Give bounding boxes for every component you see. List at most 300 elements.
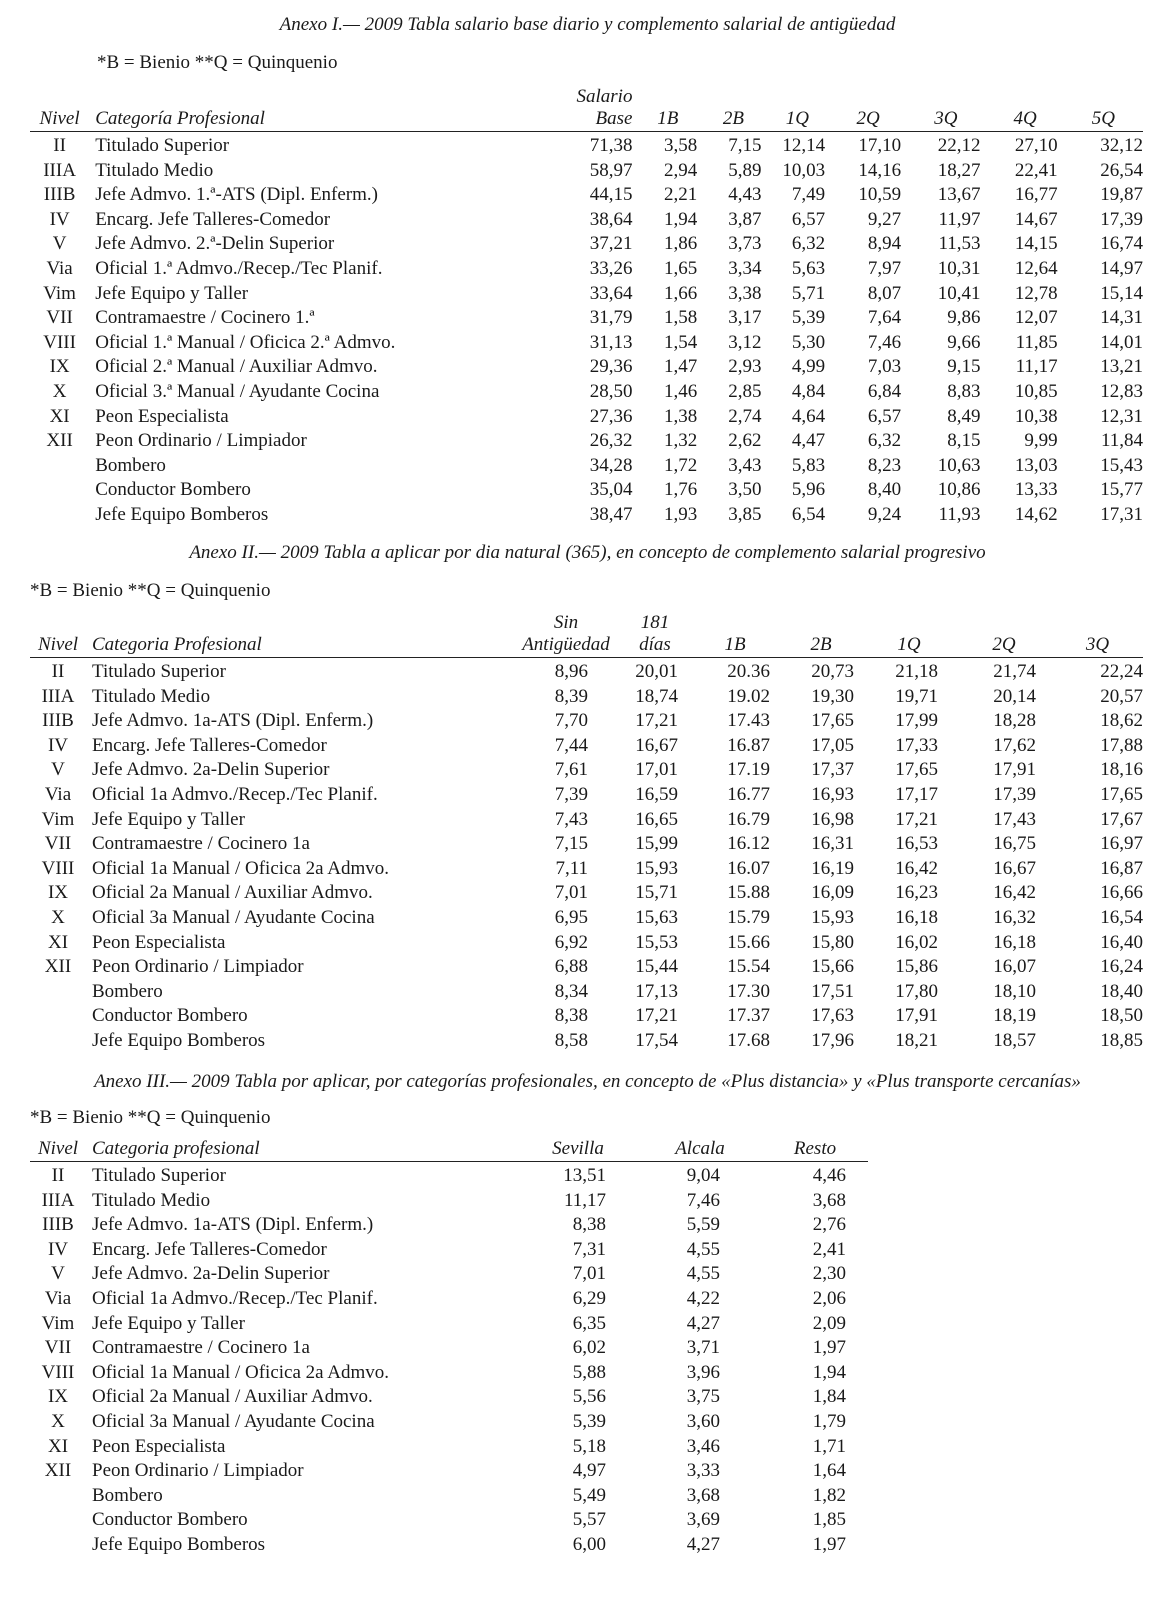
annex1-table [30,86,1143,528]
value-cell: 16,24 [1100,956,1143,978]
value-cell: 1,82 [812,1484,846,1506]
value-cell: 7,61 [554,759,588,781]
value-cell: 44,15 [589,184,633,206]
nivel-cell: XII [44,1460,72,1482]
value-cell: 16,02 [895,931,938,953]
annex3-header-resto: Resto [762,1138,868,1162]
value-cell: 4,55 [686,1238,720,1260]
value-cell: 17,91 [895,1005,938,1027]
value-cell: 3,69 [686,1509,720,1531]
nivel-cell: IIIB [42,1214,74,1236]
value-cell: 10,03 [782,159,826,181]
nivel-cell: IIIA [41,685,75,707]
nivel-cell [30,1508,86,1533]
category-cell: Titulado Medio [92,685,211,707]
value-cell: 17,54 [635,1029,678,1051]
table-row [30,159,1143,184]
value-cell: 18,50 [1100,1005,1143,1027]
value-cell: 7,43 [554,808,588,830]
value-cell: 15,80 [811,931,854,953]
value-cell: 6,88 [554,956,588,978]
annex2-legend: *B = Bienio **Q = Quinquenio [30,580,271,601]
value-cell: 6,35 [572,1312,606,1334]
category-cell: Contramaestre / Cocinero 1.ª [95,307,315,329]
table-row [30,685,1143,710]
nivel-cell: Via [44,1287,72,1309]
value-cell: 18,16 [1100,759,1143,781]
value-cell: 16.12 [727,833,770,855]
value-cell: 3,68 [686,1484,720,1506]
nivel-cell: IIIA [41,1189,75,1211]
category-cell: Peon Especialista [92,1435,226,1457]
value-cell: 26,32 [589,430,633,452]
value-cell: 7,97 [867,257,902,279]
category-cell: Oficial 2.ª Manual / Auxiliar Admvo. [95,356,378,378]
value-cell: 3,46 [686,1435,720,1457]
value-cell: 18,27 [937,159,981,181]
value-cell: 31,13 [589,331,633,353]
value-cell: 7,49 [791,184,826,206]
value-cell: 4,27 [686,1533,720,1555]
value-cell: 2,09 [812,1312,846,1334]
value-cell: 5,88 [572,1361,606,1383]
value-cell: 3,58 [664,135,698,156]
value-cell: 15,53 [635,931,678,953]
category-cell: Peon Especialista [92,931,226,953]
annex3-legend: *B = Bienio **Q = Quinquenio [30,1107,271,1128]
value-cell: 6,02 [572,1337,606,1359]
value-cell: 17,39 [993,783,1036,805]
category-cell: Titulado Medio [92,1189,211,1211]
value-cell: 6,57 [791,208,826,230]
category-cell: Jefe Admvo. 1a-ATS (Dipl. Enferm.) [92,1214,374,1236]
value-cell: 17,37 [811,759,854,781]
value-cell: 5,59 [686,1214,720,1236]
value-cell: 16,18 [993,931,1036,953]
category-cell: Oficial 2a Manual / Auxiliar Admvo. [92,1386,373,1408]
value-cell: 3,12 [728,331,762,353]
table-row [30,405,1143,430]
value-cell: 5,89 [728,159,762,181]
table-row [30,208,1143,233]
value-cell: 17,01 [635,759,678,781]
category-cell: Oficial 2a Manual / Auxiliar Admvo. [92,882,373,904]
value-cell: 15,14 [1100,282,1143,304]
annex2-table [30,612,1143,1054]
value-cell: 13,51 [563,1165,606,1186]
value-cell: 17,05 [811,734,854,756]
value-cell: 28,50 [589,380,633,402]
value-cell: 3,73 [728,233,762,255]
nivel-cell: IV [47,1238,69,1260]
table-row [30,1213,868,1238]
table-row [30,758,1143,783]
value-cell: 7,01 [554,882,588,904]
table-row [30,1004,1143,1029]
value-cell: 8,58 [554,1029,588,1051]
value-cell: 16,32 [993,906,1036,928]
value-cell: 16,65 [635,808,678,830]
value-cell: 2,76 [812,1214,846,1236]
annex1-header-3q: 3Q [905,108,986,132]
value-cell: 15,99 [635,833,678,855]
value-cell: 14,62 [1014,503,1058,525]
annex2-header-181-top: 181 [640,612,670,633]
value-cell: 8,39 [554,685,588,707]
value-cell: 6,95 [554,906,588,928]
value-cell: 1,86 [664,233,698,255]
table-row [30,306,1143,331]
value-cell: 16,97 [1100,833,1143,855]
nivel-cell: IIIB [43,184,76,206]
value-cell: 3,60 [686,1410,720,1432]
category-cell: Bombero [92,980,163,1002]
annex1-title: Anexo I.— 2009 Tabla salario base diario y complemento salarial de antigüedad [279,14,896,35]
nivel-cell: Vim [41,1312,75,1334]
value-cell: 33,64 [589,282,633,304]
nivel-cell [30,1004,86,1029]
annex1-header-4q: 4Q [987,108,1064,132]
value-cell: 10,85 [1014,380,1058,402]
value-cell: 17,21 [635,710,678,732]
value-cell: 1,72 [664,454,698,476]
value-cell: 16,74 [1100,233,1143,255]
value-cell: 12,14 [782,135,826,156]
category-cell: Bombero [95,454,166,476]
value-cell: 16,75 [993,833,1036,855]
value-cell: 19,87 [1100,184,1143,206]
table-row [30,734,1143,759]
value-cell: 10,86 [937,479,981,501]
value-cell: 58,97 [589,159,633,181]
value-cell: 3,75 [686,1386,720,1408]
value-cell: 14,97 [1100,257,1143,279]
table-row [30,857,1143,882]
value-cell: 11,17 [563,1189,606,1211]
value-cell: 3,96 [686,1361,720,1383]
value-cell: 7,70 [554,710,588,732]
value-cell: 8,49 [947,405,981,427]
value-cell: 7,03 [867,356,902,378]
annex3-table [30,1138,868,1558]
category-cell: Bombero [92,1484,163,1506]
value-cell: 29,36 [589,356,633,378]
table-row [30,1385,868,1410]
category-cell: Jefe Equipo Bomberos [92,1029,266,1051]
annex1-body [30,132,1143,528]
table-row [30,955,1143,980]
table-row [30,906,1143,931]
value-cell: 4,55 [686,1263,720,1285]
value-cell: 21,74 [993,661,1036,682]
value-cell: 6,54 [791,503,826,525]
category-cell: Encarg. Jefe Talleres-Comedor [92,1238,327,1260]
value-cell: 5,49 [572,1484,606,1506]
value-cell: 15,93 [811,906,854,928]
value-cell: 3,85 [728,503,762,525]
value-cell: 17,65 [895,759,938,781]
value-cell: 20,14 [993,685,1036,707]
table-row [30,709,1143,734]
category-cell: Oficial 1a Manual / Oficica 2a Admvo. [92,1361,390,1383]
value-cell: 4,84 [791,380,826,402]
category-cell: Oficial 3a Manual / Ayudante Cocina [92,906,375,928]
value-cell: 16,77 [1014,184,1058,206]
value-cell: 18,21 [895,1029,938,1051]
value-cell: 4,27 [686,1312,720,1334]
category-cell: Peon Especialista [95,405,229,427]
value-cell: 3,34 [728,257,762,279]
value-cell: 9,24 [867,503,902,525]
value-cell: 9,15 [947,356,981,378]
table-row [30,1189,868,1214]
nivel-cell [30,454,89,479]
category-cell: Encarg. Jefe Talleres-Comedor [95,208,331,230]
value-cell: 8,07 [867,282,902,304]
table-row [30,1029,1143,1054]
table-row [30,355,1143,380]
value-cell: 3,43 [728,454,762,476]
value-cell: 9,04 [686,1165,720,1186]
value-cell: 6,92 [554,931,588,953]
value-cell: 37,21 [589,233,633,255]
table-row [30,478,1143,503]
table-row [30,183,1143,208]
table-row [30,232,1143,257]
nivel-cell: X [51,906,65,928]
value-cell: 1,97 [812,1533,846,1555]
value-cell: 16,18 [895,906,938,928]
value-cell: 15,63 [635,906,678,928]
value-cell: 16,93 [811,783,854,805]
value-cell: 2,85 [728,380,762,402]
value-cell: 16,66 [1100,882,1143,904]
value-cell: 17,31 [1100,503,1143,525]
value-cell: 33,26 [589,257,633,279]
category-cell: Jefe Admvo. 1a-ATS (Dipl. Enferm.) [92,710,374,732]
value-cell: 27,36 [589,405,633,427]
nivel-cell: VIII [41,1361,75,1383]
category-cell: Titulado Medio [95,159,214,181]
table-row [30,1162,868,1189]
nivel-cell: VII [44,1337,72,1359]
value-cell: 8,38 [572,1214,606,1236]
nivel-cell: VIII [41,857,75,879]
value-cell: 11,84 [1100,430,1143,452]
annex2-header-nivel: Nivel [30,634,86,658]
value-cell: 3,87 [728,208,762,230]
value-cell: 18,85 [1100,1029,1143,1051]
value-cell: 18,74 [635,685,678,707]
value-cell: 1,32 [664,430,698,452]
value-cell: 4,43 [728,184,762,206]
value-cell: 11,93 [938,503,981,525]
nivel-cell: XI [47,931,69,953]
value-cell: 17.43 [727,710,770,732]
value-cell: 2,74 [728,405,762,427]
value-cell: 4,22 [686,1287,720,1309]
nivel-cell [30,478,89,503]
table-row [30,503,1143,528]
value-cell: 2,06 [812,1287,846,1309]
annex2-header-1q: 1Q [862,634,956,658]
annex1-header-2b: 2B [703,108,763,132]
category-cell: Jefe Admvo. 2.ª-Delin Superior [95,233,335,255]
value-cell: 16,54 [1100,906,1143,928]
category-cell: Jefe Equipo y Taller [92,808,245,830]
value-cell: 15.66 [727,931,770,953]
value-cell: 19,71 [895,685,938,707]
value-cell: 13,67 [937,184,981,206]
nivel-cell: V [52,233,67,255]
nivel-cell [30,1029,86,1054]
value-cell: 17.19 [727,759,770,781]
table-row [30,380,1143,405]
value-cell: 5,56 [572,1386,606,1408]
value-cell: 18,19 [993,1005,1036,1027]
value-cell: 15.79 [727,906,770,928]
value-cell: 13,33 [1014,479,1058,501]
value-cell: 18,57 [993,1029,1036,1051]
value-cell: 1,66 [664,282,698,304]
nivel-cell: X [51,1410,65,1432]
value-cell: 16,19 [811,857,854,879]
value-cell: 17,62 [993,734,1036,756]
value-cell: 6,29 [572,1287,606,1309]
annex2-header-3q: 3Q [1052,634,1143,658]
value-cell: 4,99 [791,356,826,378]
value-cell: 7,46 [686,1189,720,1211]
annex2-header-2q: 2Q [956,634,1052,658]
category-cell: Jefe Admvo. 2a-Delin Superior [92,1263,330,1285]
category-cell: Titulado Superior [92,661,226,682]
annex2-header-categoria: Categoria Profesional [86,634,512,658]
value-cell: 13,21 [1100,356,1143,378]
nivel-cell: IX [47,1386,69,1408]
nivel-cell [30,1484,86,1509]
category-cell: Contramaestre / Cocinero 1a [92,833,310,855]
value-cell: 17,51 [811,980,854,1002]
value-cell: 17,65 [811,710,854,732]
annex1-header-categoria: Categoría Profesional [89,108,560,132]
annex1-header-5q: 5Q [1064,108,1143,132]
category-cell: Encarg. Jefe Talleres-Comedor [92,734,327,756]
nivel-cell [30,1533,86,1558]
value-cell: 9,99 [1024,430,1058,452]
table-row [30,1361,868,1386]
value-cell: 12,64 [1014,257,1058,279]
category-cell: Oficial 1.ª Manual / Oficica 2.ª Admvo. [95,331,396,353]
value-cell: 17.68 [727,1029,770,1051]
value-cell: 5,71 [791,282,826,304]
value-cell: 5,57 [572,1509,606,1531]
value-cell: 12,31 [1100,405,1143,427]
nivel-cell: V [51,759,65,781]
value-cell: 3,50 [728,479,762,501]
nivel-cell: IV [47,734,69,756]
table-row [30,1238,868,1263]
value-cell: 17,39 [1100,208,1143,230]
value-cell: 2,93 [728,356,762,378]
table-row [30,1435,868,1460]
value-cell: 17,88 [1100,734,1143,756]
value-cell: 16.77 [727,783,770,805]
category-cell: Oficial 1a Admvo./Recep./Tec Planif. [92,783,378,805]
value-cell: 6,32 [791,233,826,255]
table-row [30,1533,868,1558]
value-cell: 14,31 [1100,307,1143,329]
value-cell: 22,41 [1014,159,1058,181]
value-cell: 12,07 [1014,307,1058,329]
value-cell: 9,27 [867,208,902,230]
value-cell: 2,62 [728,430,762,452]
value-cell: 17,21 [635,1005,678,1027]
annex3-header-categoria: Categoria profesional [86,1138,518,1162]
value-cell: 19,30 [811,685,854,707]
value-cell: 8,96 [554,661,588,682]
value-cell: 38,47 [589,503,633,525]
annex1-header-salario-bottom: Base [561,108,633,132]
annex2-header-2b: 2B [780,634,862,658]
annex1-header-1b: 1B [632,108,703,132]
value-cell: 1,94 [812,1361,846,1383]
value-cell: 3,33 [686,1460,720,1482]
value-cell: 7,64 [867,307,902,329]
nivel-cell [30,980,86,1005]
value-cell: 15.88 [727,882,770,904]
value-cell: 17,21 [895,808,938,830]
nivel-cell: V [51,1263,65,1285]
value-cell: 20,01 [635,661,678,682]
table-row [30,1508,868,1533]
value-cell: 17,13 [635,980,678,1002]
table-row [30,1459,868,1484]
value-cell: 17,67 [1100,808,1143,830]
table-row [30,331,1143,356]
value-cell: 15,86 [895,956,938,978]
value-cell: 16,53 [895,833,938,855]
table-row [30,257,1143,282]
value-cell: 3,38 [728,282,762,304]
nivel-cell: XI [47,1435,69,1457]
nivel-cell: II [53,135,66,156]
nivel-cell: Via [46,257,73,279]
table-row [30,1484,868,1509]
value-cell: 16,59 [635,783,678,805]
value-cell: 1,58 [664,307,698,329]
value-cell: 5,30 [791,331,826,353]
value-cell: 16,98 [811,808,854,830]
category-cell: Jefe Equipo y Taller [95,282,249,304]
value-cell: 10,38 [1014,405,1058,427]
nivel-cell: II [51,661,65,682]
value-cell: 22,24 [1100,661,1143,682]
annex1-legend: *B = Bienio **Q = Quinquenio [97,52,338,73]
value-cell: 16,40 [1100,931,1143,953]
value-cell: 71,38 [589,135,633,156]
nivel-cell: IIIA [43,159,76,181]
nivel-cell [30,503,89,528]
category-cell: Jefe Admvo. 2a-Delin Superior [92,759,330,781]
value-cell: 14,67 [1014,208,1058,230]
table-row [30,1410,868,1435]
nivel-cell: XI [49,405,70,427]
value-cell: 11,53 [938,233,981,255]
value-cell: 3,71 [686,1337,720,1359]
nivel-cell: II [51,1165,65,1186]
value-cell: 16,67 [993,857,1036,879]
category-cell: Contramaestre / Cocinero 1a [92,1337,310,1359]
